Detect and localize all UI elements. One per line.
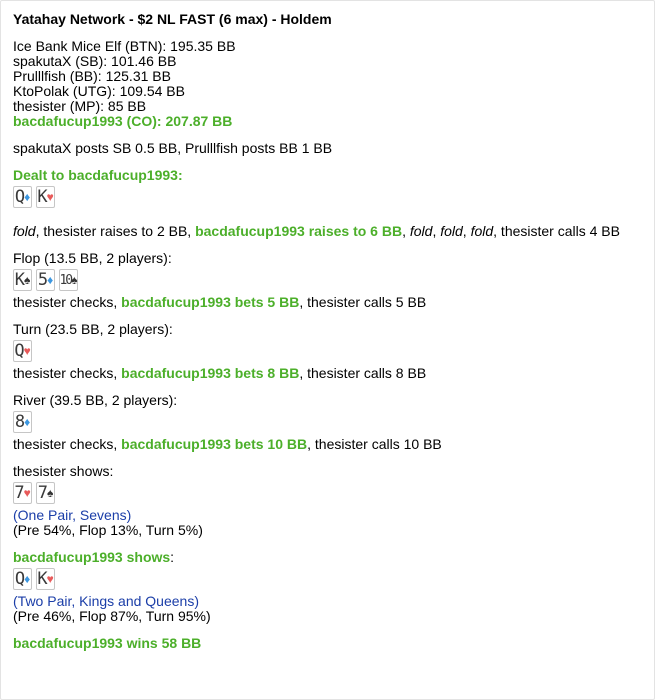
- turn-actions: thesister checks, bacdafucup1993 bets 8 BB, thesister calls 8 BB: [13, 365, 427, 381]
- villain-equity: (Pre 54%, Flop 13%, Turn 5%): [13, 522, 203, 538]
- hero-show-cards: [13, 568, 644, 592]
- hero-seat-line: bacdafucup1993 (CO): 207.87 BB: [13, 113, 233, 129]
- flop-actions: thesister checks, bacdafucup1993 bets 5 BB, thesister calls 5 BB: [13, 294, 427, 310]
- seat-line: Ice Bank Mice Elf (BTN): 195.35 BB: [13, 38, 236, 54]
- river-header: River (39.5 BB, 2 players):: [13, 392, 178, 408]
- playing-card: 10 ♠: [59, 269, 78, 291]
- seat-line: Prulllfish (BB): 125.31 BB: [13, 68, 171, 84]
- playing-card: Q ♦: [14, 568, 31, 589]
- seat-line: KtoPolak (UTG): 109.54 BB: [13, 83, 185, 99]
- playing-card: Q ♥: [14, 340, 31, 361]
- heart-icon: ♥: [23, 344, 31, 358]
- playing-card: 7 ♥: [14, 482, 31, 503]
- spade-icon: ♠: [71, 273, 78, 287]
- villain-cards: [13, 482, 644, 506]
- river-actions: thesister checks, bacdafucup1993 bets 10 BB, thesister calls 10 BB: [13, 436, 442, 452]
- flop-header: Flop (13.5 BB, 2 players):: [13, 250, 172, 266]
- playing-card: 8 ♦: [14, 411, 31, 432]
- villain-hand-name: (One Pair, Sevens): [13, 507, 132, 523]
- heart-icon: ♥: [46, 190, 54, 204]
- result-line: bacdafucup1993 wins 58 BB: [13, 635, 202, 651]
- dealt-label: Dealt to bacdafucup1993:: [13, 167, 183, 183]
- diamond-icon: ♦: [24, 415, 31, 429]
- hero-equity: (Pre 46%, Flop 87%, Turn 95%): [13, 608, 211, 624]
- heart-icon: ♥: [46, 572, 54, 586]
- playing-card: 7 ♠: [37, 482, 54, 503]
- flop-cards: [13, 269, 644, 293]
- playing-card: K ♥: [37, 186, 54, 207]
- playing-card: K ♠: [14, 269, 31, 290]
- heart-icon: ♥: [23, 486, 31, 500]
- playing-card: K ♥: [37, 568, 54, 589]
- playing-card: 5 ♦: [37, 269, 54, 290]
- hero-hole-cards: [13, 186, 644, 210]
- blinds-line: spakutaX posts SB 0.5 BB, Prulllfish posts BB 1 BB: [13, 140, 333, 156]
- playing-card: Q ♦: [14, 186, 31, 207]
- hero-show-label: bacdafucup1993 shows:: [13, 549, 175, 565]
- diamond-icon: ♦: [24, 572, 31, 586]
- spade-icon: ♠: [23, 273, 31, 287]
- seat-line: thesister (MP): 85 BB: [13, 98, 147, 114]
- hero-hand-name: (Two Pair, Kings and Queens): [13, 593, 199, 609]
- page-title: Yatahay Network - $2 NL FAST (6 max) - Holdem: [13, 11, 332, 27]
- preflop-actions: fold, thesister raises to 2 BB, bacdafucup1993 raises to 6 BB, fold, fold, fold, thesister calls 4 BB: [13, 223, 620, 239]
- turn-cards: [13, 340, 644, 364]
- diamond-icon: ♦: [47, 273, 54, 287]
- turn-header: Turn (23.5 BB, 2 players):: [13, 321, 173, 337]
- villain-show-label: thesister shows:: [13, 463, 114, 479]
- diamond-icon: ♦: [24, 190, 31, 204]
- spade-icon: ♠: [46, 486, 54, 500]
- hand-history: [13, 12, 644, 651]
- seat-line: spakutaX (SB): 101.46 BB: [13, 53, 177, 69]
- river-cards: [13, 411, 644, 435]
